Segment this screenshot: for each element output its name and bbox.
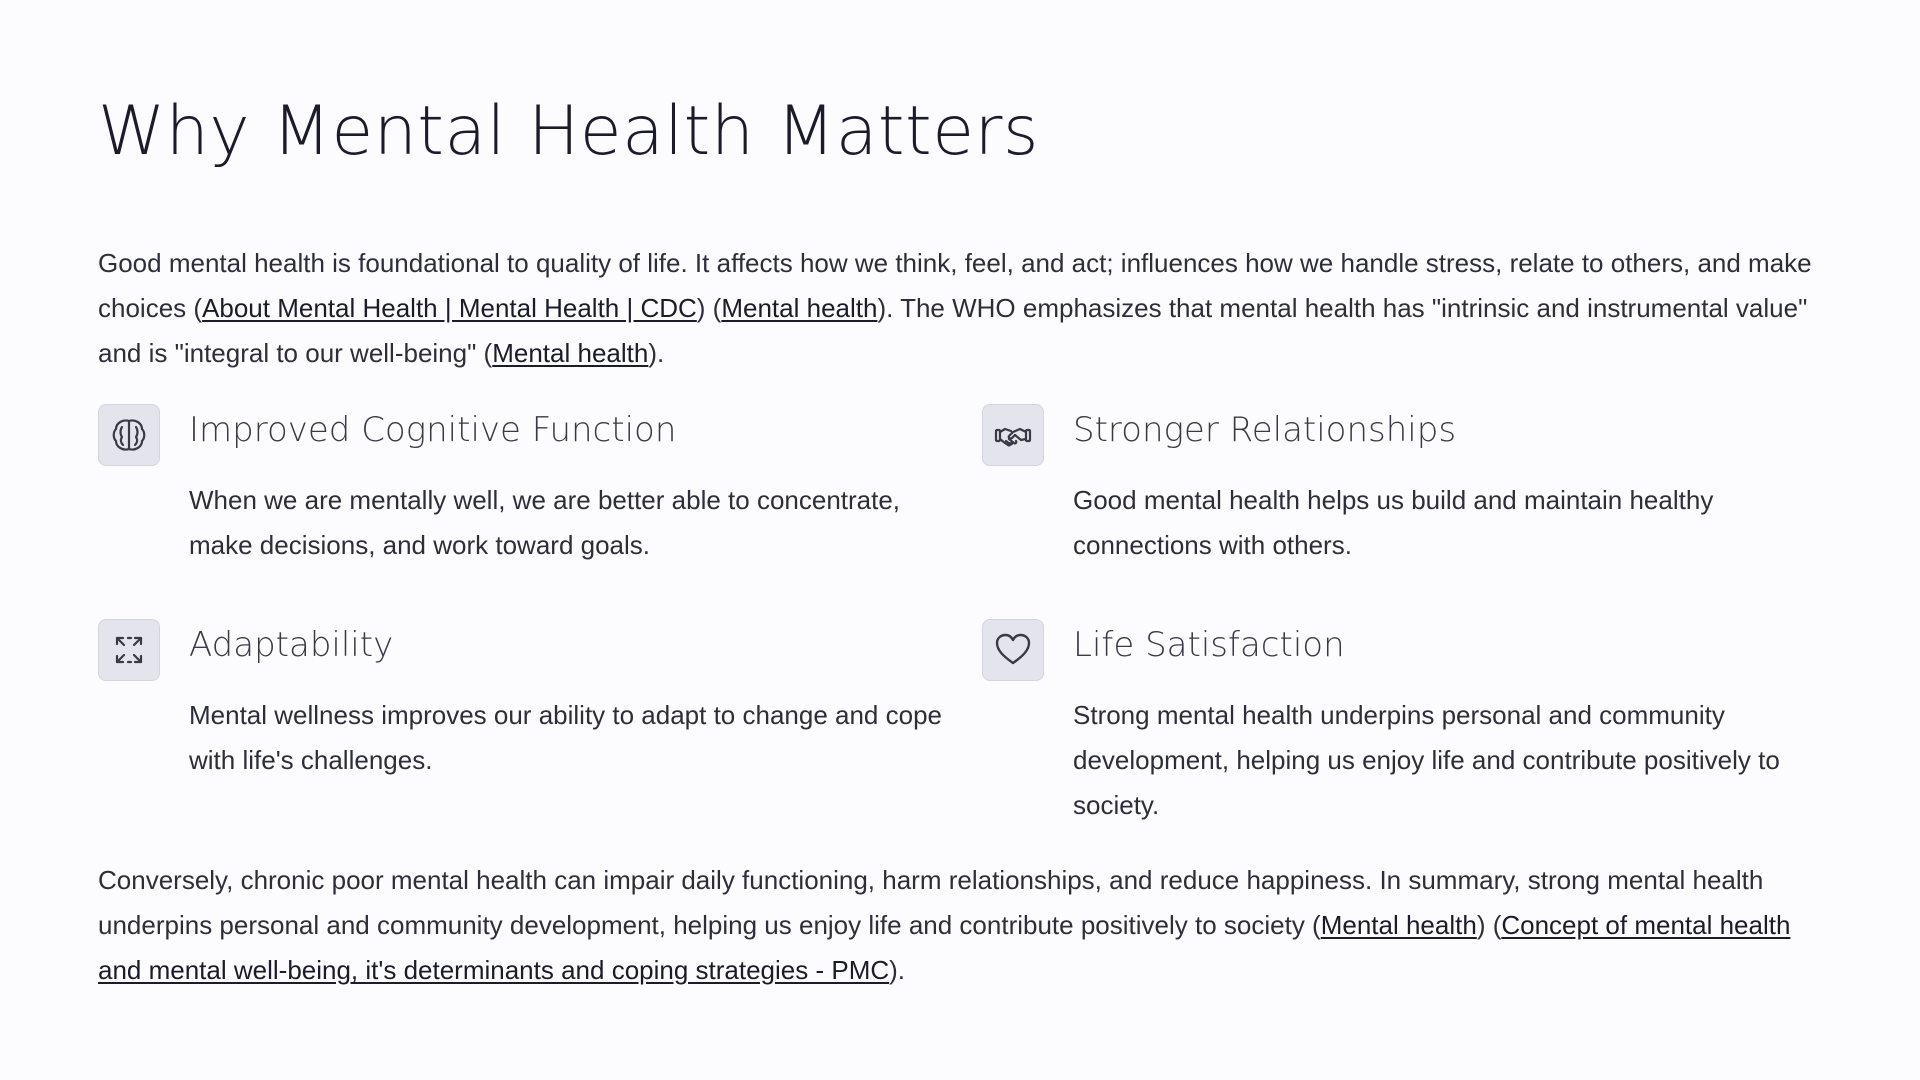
intro-text-4: ). (648, 338, 665, 368)
outro-text-3: ). (889, 955, 906, 985)
arrows-adapt-icon (98, 619, 160, 681)
outro-paragraph (98, 858, 1828, 993)
mental-health-link[interactable]: Mental health (492, 338, 649, 368)
cdc-link[interactable]: About Mental Health | Mental Health | CDC (202, 293, 697, 323)
card-heading: Stronger Relationships (1073, 410, 1457, 450)
mental-health-link[interactable]: Mental health (1320, 910, 1477, 940)
intro-paragraph (98, 241, 1828, 376)
card-text: Mental wellness improves our ability to adapt to change and cope with life's challenges. (189, 700, 942, 775)
card-heading: Adaptability (189, 625, 394, 665)
card-heading: Life Satisfaction (1073, 625, 1345, 665)
heart-icon (982, 619, 1044, 681)
intro-text-3: ). The WHO emphasizes that mental health has "intrinsic and instrumental value" and is "integral to our well-being" ( (98, 293, 1808, 368)
card-heading: Improved Cognitive Function (189, 410, 677, 450)
outro-text-1: Conversely, chronic poor mental health can impair daily functioning, harm relationships, and reduce happiness. In summary, strong mental health underpins personal and community development, helping us enjoy life and contribute positively to society ( (98, 865, 1764, 940)
page-title: Why Mental Health Matters (98, 92, 1039, 171)
card-text: Good mental health helps us build and maintain healthy connections with others. (1073, 485, 1714, 560)
intro-text-1: Good mental health is foundational to quality of life. It affects how we think, feel, and act; influences how we handle stress, relate to others, and make choices ( (98, 248, 1812, 323)
intro-text-2: ) ( (696, 293, 722, 323)
pmc-concept-link[interactable]: Concept of mental health and mental well-being, it's determinants and coping strategies - PMC (98, 910, 1791, 985)
handshake-icon (982, 404, 1044, 466)
brain-icon (98, 404, 160, 466)
card-text: Strong mental health underpins personal and community development, helping us enjoy life and contribute positively to society. (1073, 700, 1780, 820)
card-text: When we are mentally well, we are better able to concentrate, make decisions, and work toward goals. (189, 485, 901, 560)
outro-text-2: ) ( (1476, 910, 1502, 940)
mental-health-link[interactable]: Mental health (721, 293, 878, 323)
